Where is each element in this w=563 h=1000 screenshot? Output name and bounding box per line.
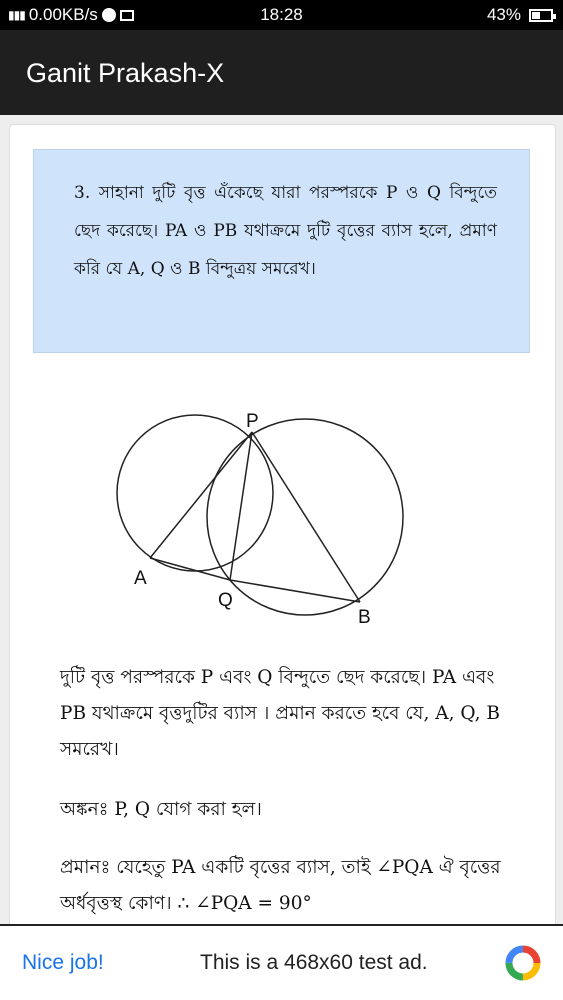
ad-text: This is a 468x60 test ad. bbox=[200, 951, 428, 974]
battery-percent: 43% bbox=[486, 5, 521, 24]
question-text: 3. সাহানা দুটি বৃত্ত এঁকেছে যারা পরস্পরকে P ও Q বিন্দুতে ছেদ করেছে। PA ও PB যথাক্রমে দুটি বৃত্তের ব্যাস হলে, প্রমাণ করি যে A, Q ও B বিন্দুত্রয় সমরেখ। bbox=[74, 183, 497, 279]
segment-pb bbox=[252, 432, 360, 602]
label-a: A bbox=[134, 568, 147, 589]
solution-construction: অঙ্কনঃ P, Q যোগ করা হল। bbox=[60, 799, 262, 820]
signal-icon: ▮▮▮ bbox=[8, 8, 25, 22]
circles-diagram bbox=[100, 405, 420, 640]
solution-proof: প্রমানঃ যেহেতু PA একটি বৃত্তের ব্যাস, তাই ∠PQA ঐ বৃত্তের অর্ধবৃত্তস্থ কোণ। ∴ ∠PQA = 90° bbox=[60, 857, 501, 914]
label-q: Q bbox=[218, 590, 233, 611]
status-bar bbox=[0, 0, 563, 30]
right-circle bbox=[207, 419, 403, 615]
label-b: B bbox=[358, 607, 371, 628]
ad-logo-icon bbox=[503, 943, 543, 983]
app-title: Ganit Prakash-X bbox=[26, 58, 225, 88]
left-circle bbox=[117, 415, 273, 571]
ad-banner[interactable] bbox=[0, 924, 563, 1000]
network-speed: 0.00KB/s bbox=[28, 5, 98, 24]
app-bar bbox=[0, 30, 563, 115]
label-p: P bbox=[246, 411, 259, 432]
status-right bbox=[487, 5, 553, 25]
ad-nice-label: Nice job! bbox=[22, 951, 104, 974]
clock: 18:28 bbox=[260, 5, 303, 24]
solution-given: দুটি বৃত্ত পরস্পরকে P এবং Q বিন্দুতে ছেদ করেছে। PA এবং PB যথাক্রমে বৃত্তদুটির ব্যাস । প্রমান করতে হবে যে, A, Q, B সমরেখ। bbox=[60, 667, 500, 760]
question-box bbox=[33, 149, 530, 353]
battery-icon bbox=[529, 9, 553, 22]
segment-qb bbox=[230, 580, 360, 602]
